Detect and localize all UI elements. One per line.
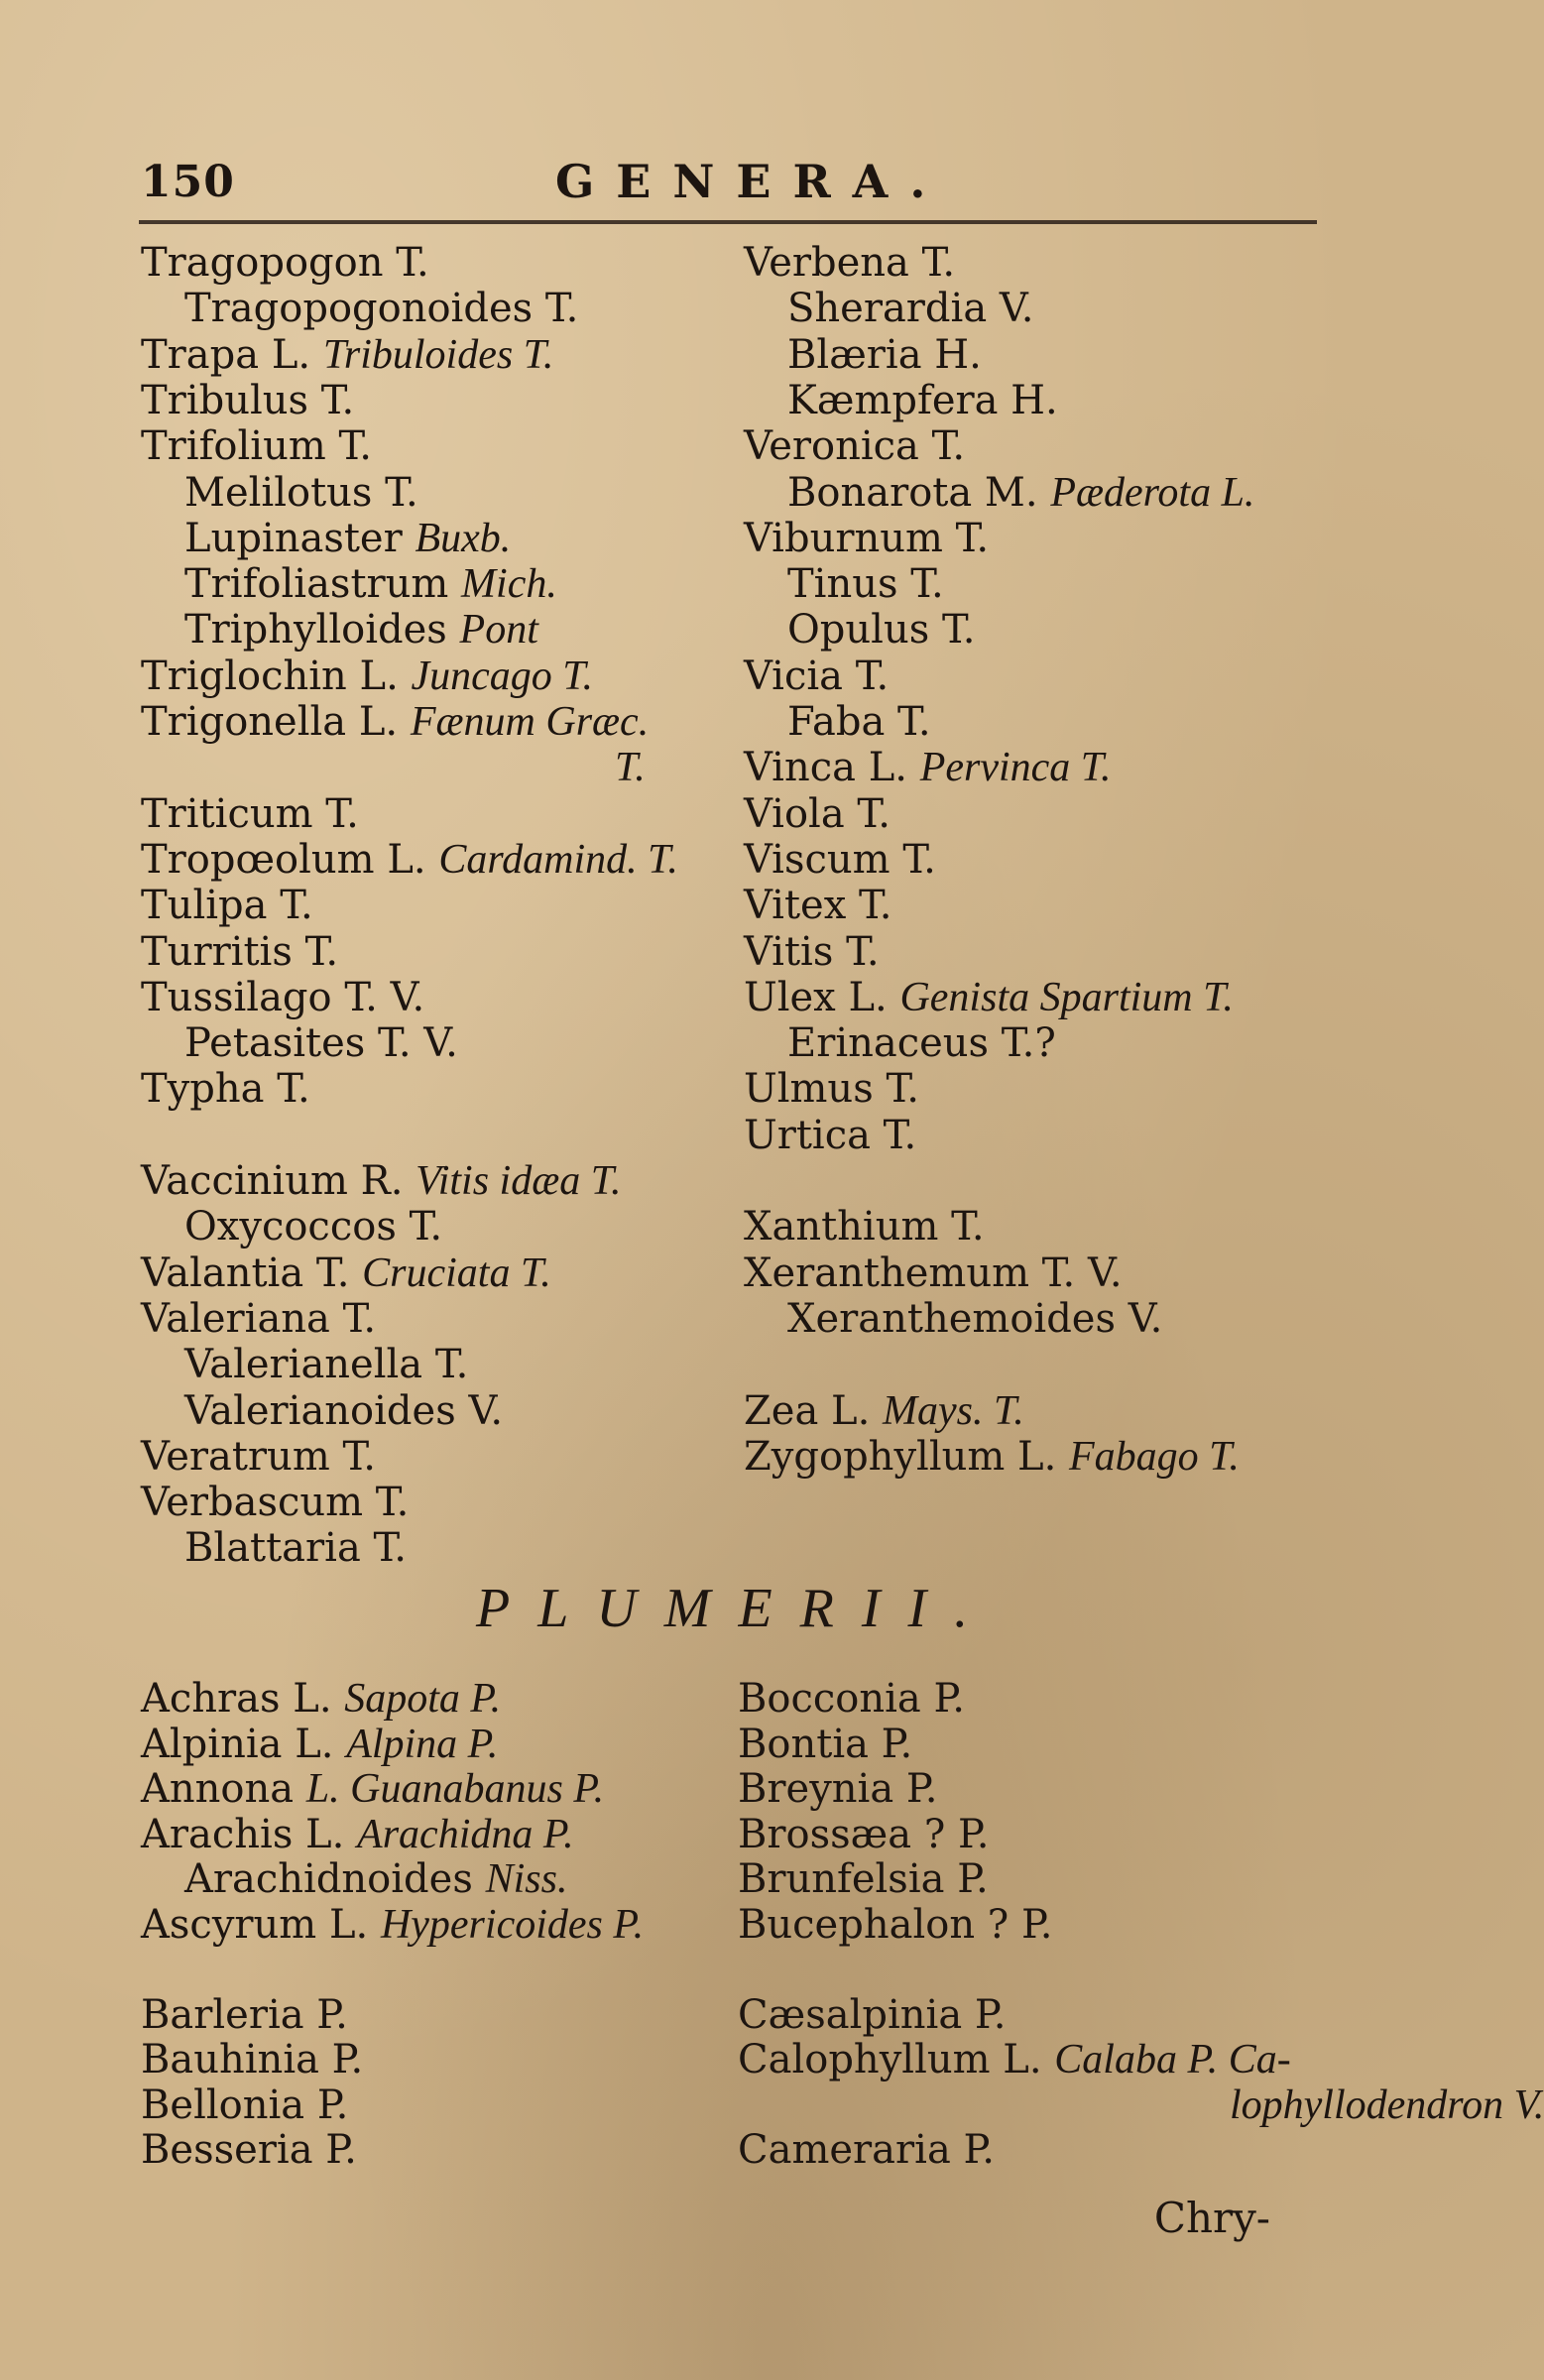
genus-entry [141,1250,551,1296]
genus-synonym: Genista Spartium T. [899,974,1234,1020]
genus-name: Blattaria T. [184,1525,408,1572]
genus-synonym: L. Guanabanus P. [305,1766,605,1812]
genus-name: Bonarota M. [787,469,1051,516]
genus-entry [744,1296,1162,1342]
genus-entry [141,516,511,561]
section-title: PLUMERII. [476,1578,997,1639]
genus-name: Barleria P. [141,1991,348,2038]
genus-entry [141,470,418,516]
genus-entry [141,2037,363,2082]
genus-name: Breynia P. [738,1766,938,1812]
genus-name: Vinca L. [744,745,920,791]
genus-name: Tulipa T. [141,883,313,929]
genus-entry [141,883,313,928]
genus-name: Blæria H. [787,331,982,378]
genus-name: Zygophyllum L. [744,1433,1070,1480]
genus-entry [141,332,553,378]
genus-entry [744,607,975,653]
genus-entry [744,1020,1056,1066]
catchword: Chry- [1153,2194,1270,2242]
genus-synonym: Mays. T. [883,1387,1024,1434]
genus-entry [141,1434,376,1480]
genus-name: Cameraria P. [738,2127,996,2173]
genus-synonym: Tribuloides T. [322,331,554,378]
genus-name: Ascyrum L. [141,1901,381,1948]
genus-entry [141,1020,458,1066]
genus-entry [744,837,936,883]
genus-entry [738,2127,995,2173]
genus-synonym: Cruciata T. [362,1250,551,1296]
genus-name: Viscum T. [744,836,936,883]
genus-synonym: Pæderota L. [1050,469,1255,516]
genus-name: Ulmus T. [744,1066,919,1113]
genus-entry [141,561,557,607]
genus-synonym: Pont [459,607,538,654]
genus-synonym: Buxb. [415,515,512,561]
genus-synonym: Calaba P. Ca- [1054,2037,1291,2082]
genus-name: Bocconia P. [738,1676,966,1722]
genus-entry [738,1812,990,1857]
genus-synonym: Sapota P. [344,1676,502,1722]
genus-name: Achras L. [141,1676,345,1722]
genus-synonym: Mich. [461,561,557,608]
genus-entry [141,699,649,745]
genus-synonym: Niss. [485,1856,568,1902]
genus-name: Viburnum T. [744,515,990,561]
genus-entry [141,929,338,975]
genus-name: Xeranthemum T. V. [744,1250,1123,1296]
genus-name: Arachis L. [141,1811,358,1857]
genus-synonym: Cardamind. T. [438,836,678,883]
genus-entry [738,1676,965,1722]
genus-name: Valantia T. [141,1250,363,1296]
genus-synonym: Fænum Græc. [410,699,650,745]
genus-name: Tinus T. [787,561,944,608]
genus-name: Turritis T. [141,928,339,975]
genus-entry [141,1388,503,1434]
genus-entry [744,332,982,378]
genus-name: Annona [141,1766,306,1812]
genus-entry [141,1066,310,1112]
genus-name: Triglochin L. [141,653,412,699]
running-title: GENERA. [555,155,948,208]
genus-entry [744,378,1058,423]
genus-name: Xeranthemoides V. [787,1295,1163,1342]
genus-synonym: Fabago T. [1069,1433,1240,1480]
genus-entry [141,1812,574,1857]
genus-synonym: Vitis idæa T. [416,1158,622,1204]
genus-name: Tropœolum L. [141,836,439,883]
genus-name: Arachidnoides [184,1856,486,1902]
genus-entry [744,561,944,607]
genus-name: Alpinia L. [141,1721,347,1767]
genus-name: Vicia T. [744,653,890,699]
genus-entry [141,975,424,1020]
genus-synonym: Pervinca T. [919,745,1112,791]
genus-entry [141,654,593,699]
genus-synonym: Hypericoides P. [380,1901,645,1948]
genus-entry [744,516,989,561]
genus-name: Melilotus T. [184,469,418,516]
genus-name: Trapa L. [141,331,323,378]
genus-name: Faba T. [787,699,931,745]
genus-entry [141,1480,409,1525]
genus-entry [744,1388,1024,1434]
genus-entry [141,1902,644,1948]
genus-entry [141,1722,498,1767]
genus-entry [744,286,1034,331]
genus-synonym: Alpina P. [346,1721,499,1767]
genus-entry [141,1158,622,1204]
genus-name: Bellonia P. [141,2082,349,2128]
genus-entry [1230,2082,1544,2128]
genus-name: Trigonella L. [141,699,411,745]
genus-name: Tussilago T. V. [141,974,425,1020]
genus-entry [744,883,892,928]
genus-name: Kæmpfera H. [787,377,1058,423]
genus-name: Tribulus T. [141,377,355,423]
genus-entry [141,1204,442,1250]
genus-entry [141,240,429,286]
genus-name: Valeriana T. [141,1295,377,1342]
genus-name: Tragopogon T. [141,240,429,286]
genus-entry [615,745,646,790]
genus-entry [744,1066,919,1112]
genus-entry [141,1296,376,1342]
genus-synonym: lophyllodendron V. [1230,2082,1544,2128]
genus-entry [141,1525,407,1571]
page-number: 150 [141,157,235,207]
genus-entry [744,745,1112,790]
genus-name: Triticum T. [141,790,359,837]
genus-entry [744,240,955,286]
genus-name: Erinaceus T.? [787,1020,1056,1067]
genus-name: Verbena T. [744,240,956,286]
genus-entry [141,1766,604,1812]
genus-name: Viola T. [744,790,891,837]
genus-name: Besseria P. [141,2127,357,2173]
genus-name: Vitex T. [744,883,892,929]
genus-name: Veronica T. [744,423,966,470]
genus-name: Typha T. [141,1066,310,1113]
genus-name: Trifolium T. [141,423,372,470]
genus-entry [141,423,372,469]
genus-name: Opulus T. [787,607,976,654]
genus-entry [141,286,578,331]
genus-entry [141,1992,348,2038]
genus-entry [141,1676,501,1722]
genus-entry [744,1113,916,1158]
genus-entry [744,1434,1240,1480]
genus-name: Veratrum T. [141,1433,376,1480]
genus-entry [738,1856,989,1902]
genus-entry [141,791,359,837]
genus-name: Sherardia V. [787,286,1034,332]
genus-entry [738,1722,912,1767]
genus-entry [744,929,880,975]
genus-synonym: T. [615,745,646,791]
genus-entry [141,607,538,653]
genus-name: Triphylloides [184,607,460,654]
genus-name: Petasites T. V. [184,1020,458,1067]
genus-entry [744,1204,985,1250]
genus-name: Brossæa ? P. [738,1811,990,1857]
genus-name: Valerianoides V. [184,1387,504,1434]
genus-entry [141,378,354,423]
genus-entry [744,423,965,469]
genus-entry [744,975,1234,1020]
genus-entry [744,791,891,837]
genus-synonym: Juncago T. [411,653,594,699]
genus-name: Valerianella T. [184,1342,469,1388]
genus-entry [141,2082,348,2128]
genus-name: Xanthium T. [744,1204,985,1250]
genus-name: Oxycoccos T. [184,1204,443,1250]
genus-name: Bucephalon ? P. [738,1901,1053,1948]
genus-entry [141,2127,357,2173]
genus-name: Vitis T. [744,928,880,975]
genus-name: Calophyllum L. [738,2037,1055,2082]
genus-entry [738,1902,1052,1948]
genus-entry [141,1342,468,1387]
genus-name: Trifoliastrum [184,561,462,608]
genus-name: Urtica T. [744,1112,917,1158]
genus-name: Cæsalpinia P. [738,1991,1007,2038]
genus-name: Zea L. [744,1387,884,1434]
header-rule [139,220,1317,224]
genus-name: Lupinaster [184,515,416,561]
genus-entry [738,1766,937,1812]
genus-entry [744,699,931,745]
genus-name: Bontia P. [738,1721,913,1767]
genus-entry [141,837,678,883]
genus-synonym: Arachidna P. [357,1811,574,1857]
genus-name: Verbascum T. [141,1480,410,1526]
genus-entry [738,2037,1291,2082]
genus-name: Bauhinia P. [141,2037,364,2082]
genus-name: Ulex L. [744,974,900,1020]
genus-entry [744,1250,1123,1296]
genus-name: Brunfelsia P. [738,1856,989,1902]
genus-entry [141,1856,567,1902]
genus-name: Vaccinium R. [141,1158,416,1204]
genus-name: Tragopogonoides T. [184,286,579,332]
genus-entry [738,1992,1006,2038]
genus-entry [744,470,1254,516]
genus-entry [744,654,889,699]
